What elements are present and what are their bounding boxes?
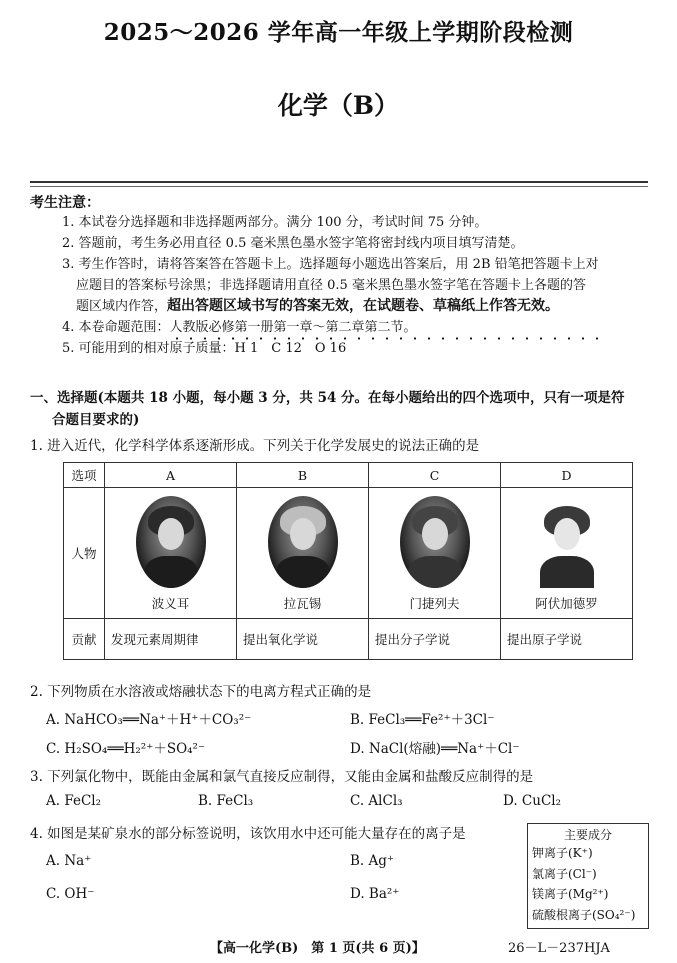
notice-item: 3. 考生作答时，请将答案答在答题卡上。选择题每小题选出答案后，用 2B 铅笔把答题卡上对: [62, 257, 599, 272]
person-name: 阿伏加德罗: [535, 596, 598, 611]
notice-title: 考生注意：: [30, 195, 100, 211]
label-item: 氯离子(Cl⁻): [532, 866, 597, 881]
portrait-image: [136, 496, 206, 588]
notice-item: 应题目的答案标号涂黑；非选择题请用直径 0.5 毫米黑色墨水签字笔在答题卡上各题的答: [76, 278, 586, 293]
person-name: 拉瓦锡: [283, 596, 322, 611]
notice-item: 1. 本试卷分选择题和非选择题两部分。满分 100 分，考试时间 75 分钟。: [62, 215, 488, 230]
question-3-option-d[interactable]: D. CuCl₂: [503, 793, 562, 809]
notice-item: 4. 本卷命题范围：人教版必修第一册第一章～第二章第二节。: [62, 320, 417, 335]
table-header: 选项: [64, 463, 105, 488]
person-cell: [105, 488, 237, 619]
question-3-option-a[interactable]: A. FeCl₂: [46, 793, 102, 809]
question-3-option-c[interactable]: C. AlCl₃: [350, 793, 403, 809]
portrait-image: [268, 496, 338, 588]
question-2-option-b[interactable]: B. FeCl₃══Fe²⁺＋3Cl⁻: [350, 712, 495, 728]
exam-title: 2025～2026 学年高一年级上学期阶段检测: [103, 19, 574, 46]
option-letter: A: [105, 463, 237, 488]
question-4-stem: 4. 如图是某矿泉水的部分标签说明，该饮用水中还可能大量存在的离子是: [30, 826, 466, 842]
label-item: 钾离子(K⁺): [532, 846, 593, 860]
option-letter: D: [501, 463, 633, 488]
paper-code: 26－L－237HJA: [508, 941, 610, 956]
question-2-stem: 2. 下列物质在水溶液或熔融状态下的电离方程式正确的是: [30, 684, 372, 700]
emphasis-dots: [170, 337, 610, 340]
person-name: 门捷列夫: [409, 596, 460, 611]
question-4-option-b[interactable]: B. Ag⁺: [350, 853, 395, 869]
portrait-image: [400, 496, 470, 588]
label-item: 镁离子(Mg²⁺): [532, 887, 609, 901]
contribution-cell: 提出原子学说: [501, 619, 633, 660]
question-4-option-a[interactable]: A. Na⁺: [46, 853, 92, 869]
notice-item: 2. 答题前，考生务必用直径 0.5 毫米黑色墨水签字笔将密封线内项目填写清楚。: [62, 236, 524, 251]
divider: [30, 186, 648, 187]
notice-item: 5. 可能用到的相对原子质量：H 1 C 12 O 16: [62, 341, 347, 356]
portrait-image: [532, 496, 602, 588]
question-2-option-a[interactable]: A. NaHCO₃══Na⁺＋H⁺＋CO₃²⁻: [46, 712, 252, 728]
contribution-cell: 提出氧化学说: [237, 619, 369, 660]
person-cell: [369, 488, 501, 619]
question-4-option-c[interactable]: C. OH⁻: [46, 886, 95, 902]
option-letter: C: [369, 463, 501, 488]
exam-subject: 化学（B）: [277, 91, 400, 120]
person-name: 波义耳: [151, 596, 190, 611]
question-1-table: [63, 462, 633, 660]
question-4-option-d[interactable]: D. Ba²⁺: [350, 886, 400, 902]
row-label: 人物: [64, 488, 105, 619]
question-1-stem: 1. 进入近代，化学科学体系逐渐形成。下列关于化学发展史的说法正确的是: [30, 438, 480, 454]
notice-emphasis: 超出答题区域书写的答案无效，在试题卷、草稿纸上作答无效。: [167, 298, 560, 314]
divider: [30, 181, 648, 183]
question-3-option-b[interactable]: B. FeCl₃: [198, 793, 254, 809]
row-label: 贡献: [64, 619, 105, 660]
person-cell: [501, 488, 633, 619]
option-letter: B: [237, 463, 369, 488]
question-3-stem: 3. 下列氯化物中，既能由金属和氯气直接反应制得，又能由金属和盐酸反应制得的是: [30, 769, 534, 785]
notice-item: 题区域内作答，超出答题区域书写的答案无效，在试题卷、草稿纸上作答无效。: [76, 298, 560, 314]
contribution-cell: 发现元素周期律: [105, 619, 237, 660]
contribution-cell: 提出分子学说: [369, 619, 501, 660]
question-2-option-c[interactable]: C. H₂SO₄══H₂²⁺＋SO₄²⁻: [46, 741, 206, 757]
mineral-water-label: [527, 823, 649, 929]
page-footer: 【高一化学(B) 第 1 页(共 6 页)】: [210, 941, 425, 956]
label-title: 主要成分: [563, 828, 612, 842]
question-2-option-d[interactable]: D. NaCl(熔融)══Na⁺＋Cl⁻: [350, 741, 520, 757]
label-item: 硫酸根离子(SO₄²⁻): [532, 907, 636, 922]
person-cell: [237, 488, 369, 619]
section-heading: 一、选择题(本题共 18 小题，每小题 3 分，共 54 分。在每小题给出的四个选项中，只有一项是符 合题目要求的): [30, 390, 625, 428]
